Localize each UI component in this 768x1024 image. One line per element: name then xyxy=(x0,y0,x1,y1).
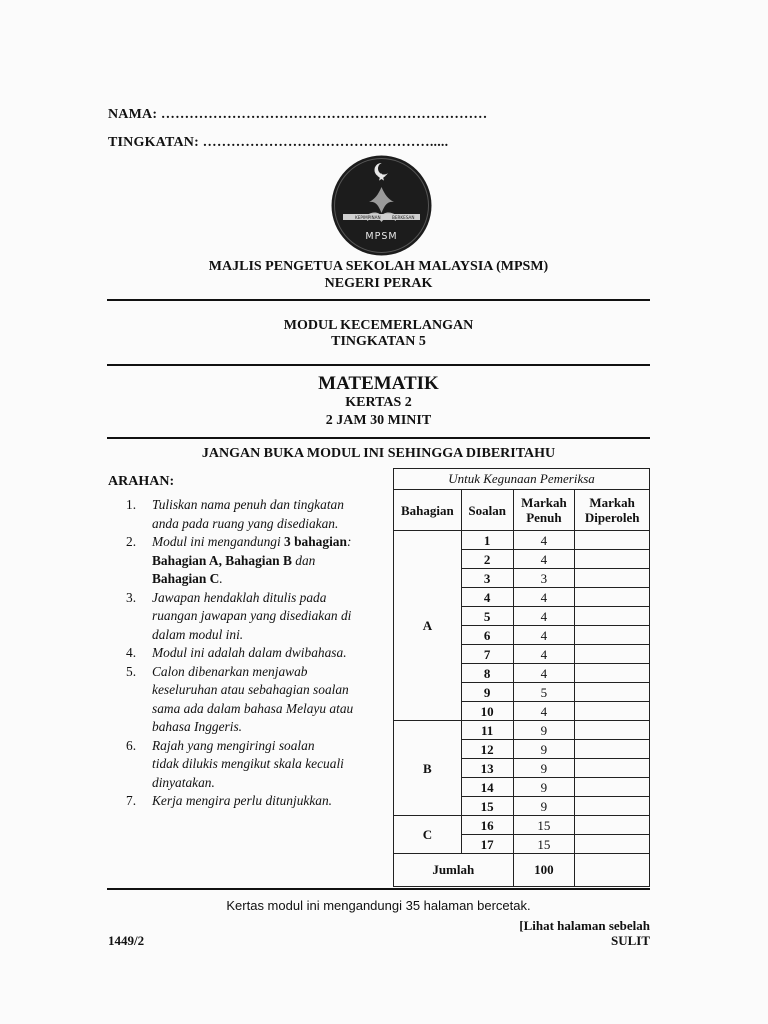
full-marks: 9 xyxy=(513,740,575,759)
instruction-item: 1. Tuliskan nama penuh dan tingkatan anda pada ruang yang disediakan. xyxy=(126,497,344,531)
section-cell: C xyxy=(394,816,462,854)
divider xyxy=(107,437,650,439)
marks-obtained-cell[interactable] xyxy=(575,759,650,778)
instruction-item: 7. Kerja mengira perlu ditunjukkan. xyxy=(126,793,333,808)
instruction-item: 5. Calon dibenarkan menjawab keseluruhan atau sebahagian soalan sama ada dalam bahasa Melayu atau bahasa Inggeris. xyxy=(126,663,354,734)
full-marks: 4 xyxy=(513,550,575,569)
full-marks: 9 xyxy=(513,797,575,816)
full-marks: 5 xyxy=(513,683,575,702)
module-title: MODUL KECEMERLANGAN xyxy=(283,318,474,333)
section-cell: B xyxy=(394,721,462,816)
full-marks: 4 xyxy=(513,588,575,607)
mpsm-crest-icon xyxy=(331,155,432,256)
total-label: Jumlah xyxy=(394,854,514,887)
header-bahagian: Bahagian xyxy=(394,490,462,531)
marks-obtained-cell[interactable] xyxy=(575,588,650,607)
warning-text: JANGAN BUKA MODUL INI SEHINGGA DIBERITAHU xyxy=(201,446,556,461)
full-marks: 4 xyxy=(513,645,575,664)
exam-duration: 2 JAM 30 MINIT xyxy=(325,413,432,428)
paper-code: 1449/2 xyxy=(108,933,145,948)
confidential-label: SULIT xyxy=(610,933,650,948)
marks-obtained-cell[interactable] xyxy=(575,778,650,797)
divider xyxy=(107,888,650,890)
instructions-title: ARAHAN: xyxy=(108,474,175,489)
marks-obtained-cell[interactable] xyxy=(575,645,650,664)
marks-obtained-cell[interactable] xyxy=(575,626,650,645)
instructions-list xyxy=(126,496,386,811)
total-obtained-cell[interactable] xyxy=(575,854,650,887)
instruction-item: 6. Rajah yang mengiringi soalan tidak dilukis mengikut skala kecuali dinyatakan. xyxy=(126,737,344,790)
subject-title: MATEMATIK xyxy=(318,373,439,394)
marks-obtained-cell[interactable] xyxy=(575,797,650,816)
marks-obtained-cell[interactable] xyxy=(575,607,650,626)
marks-obtained-cell[interactable] xyxy=(575,531,650,550)
turn-over-note: [Lihat halaman sebelah xyxy=(519,918,650,933)
question-number: 14 xyxy=(461,778,513,797)
full-marks: 9 xyxy=(513,759,575,778)
header-soalan: Soalan xyxy=(461,490,513,531)
logo-band-right: BERKESAN xyxy=(392,215,415,220)
logo-band-left: KEPIMPINAN xyxy=(355,215,381,220)
marks-obtained-cell[interactable] xyxy=(575,550,650,569)
table-row xyxy=(394,531,650,550)
logo-text: MPSM xyxy=(365,231,398,242)
question-number: 4 xyxy=(461,588,513,607)
question-number: 17 xyxy=(461,835,513,854)
question-number: 2 xyxy=(461,550,513,569)
question-number: 5 xyxy=(461,607,513,626)
question-number: 8 xyxy=(461,664,513,683)
marks-obtained-cell[interactable] xyxy=(575,835,650,854)
divider xyxy=(107,299,650,301)
marks-obtained-cell[interactable] xyxy=(575,664,650,683)
marks-obtained-cell[interactable] xyxy=(575,683,650,702)
marks-obtained-cell[interactable] xyxy=(575,569,650,588)
question-number: 6 xyxy=(461,626,513,645)
organisation-state: NEGERI PERAK xyxy=(324,276,433,291)
total-value: 100 xyxy=(513,854,575,887)
full-marks: 4 xyxy=(513,626,575,645)
full-marks: 4 xyxy=(513,664,575,683)
examiner-marks-table xyxy=(393,468,650,887)
question-number: 12 xyxy=(461,740,513,759)
question-number: 16 xyxy=(461,816,513,835)
marks-obtained-cell[interactable] xyxy=(575,702,650,721)
instruction-item: 4. Modul ini adalah dalam dwibahasa. xyxy=(126,645,347,660)
divider xyxy=(107,364,650,366)
marks-obtained-cell[interactable] xyxy=(575,721,650,740)
name-field: NAMA: …………………………………………………………… xyxy=(108,107,488,122)
question-number: 15 xyxy=(461,797,513,816)
full-marks: 15 xyxy=(513,835,575,854)
header-markah-penuh: Markah Penuh xyxy=(513,490,575,531)
question-number: 11 xyxy=(461,721,513,740)
marks-obtained-cell[interactable] xyxy=(575,740,650,759)
instruction-item: 3. Jawapan hendaklah ditulis pada ruangan jawapan yang disediakan di dalam modul ini. xyxy=(126,589,352,642)
organisation-name: MAJLIS PENGETUA SEKOLAH MALAYSIA (MPSM) xyxy=(208,259,549,274)
full-marks: 3 xyxy=(513,569,575,588)
question-number: 7 xyxy=(461,645,513,664)
marks-obtained-cell[interactable] xyxy=(575,816,650,835)
page-count-note: Kertas modul ini mengandungi 35 halaman bercetak. xyxy=(226,898,531,913)
full-marks: 9 xyxy=(513,778,575,797)
instruction-item: 2. Modul ini mengandungi 3 bahagian: Bahagian A, Bahagian B dan Bahagian C. xyxy=(126,534,352,586)
module-form: TINGKATAN 5 xyxy=(331,334,426,349)
table-row xyxy=(394,721,650,740)
table-row xyxy=(394,816,650,835)
question-number: 13 xyxy=(461,759,513,778)
question-number: 3 xyxy=(461,569,513,588)
full-marks: 15 xyxy=(513,816,575,835)
full-marks: 4 xyxy=(513,702,575,721)
section-cell: A xyxy=(394,531,462,721)
form-field: TINGKATAN: …………………………………………..... xyxy=(108,135,449,150)
full-marks: 4 xyxy=(513,531,575,550)
table-caption: Untuk Kegunaan Pemeriksa xyxy=(394,469,650,490)
header-markah-diperoleh: Markah Diperoleh xyxy=(575,490,650,531)
question-number: 10 xyxy=(461,702,513,721)
question-number: 9 xyxy=(461,683,513,702)
full-marks: 9 xyxy=(513,721,575,740)
question-number: 1 xyxy=(461,531,513,550)
paper-number: KERTAS 2 xyxy=(345,395,412,410)
full-marks: 4 xyxy=(513,607,575,626)
